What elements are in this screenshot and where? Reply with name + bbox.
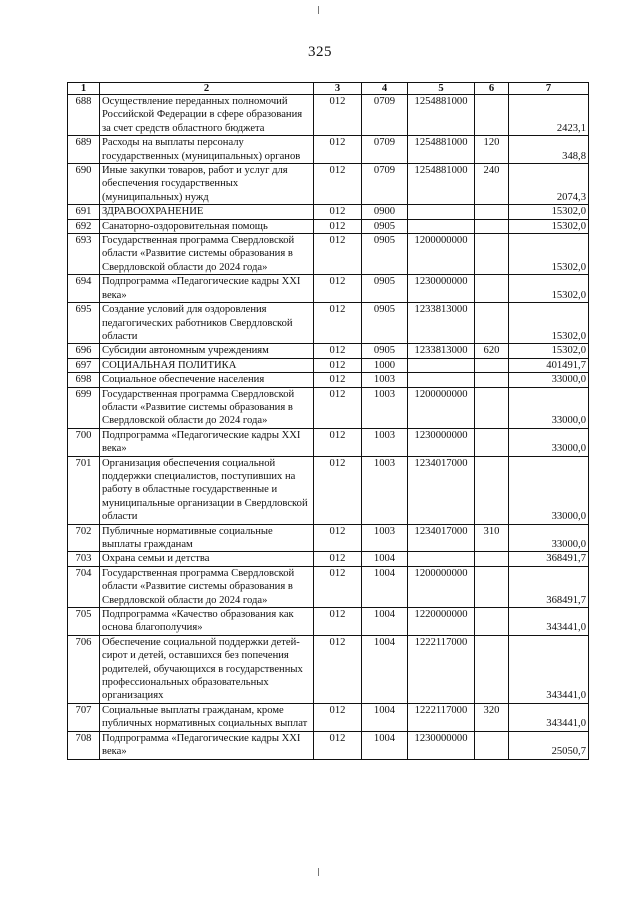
row-number: 702 <box>68 524 100 552</box>
row-section-code: 1004 <box>362 552 408 566</box>
row-ministry-code: 012 <box>314 373 362 387</box>
row-amount: 33000,0 <box>509 373 589 387</box>
row-target-code: 1234017000 <box>408 456 475 524</box>
table-row <box>68 358 589 372</box>
row-name: Подпрограмма «Педагогические кадры XXI века» <box>100 731 314 759</box>
row-ministry-code: 012 <box>314 387 362 428</box>
row-expense-type <box>475 387 509 428</box>
scan-mark-bottom <box>318 868 319 876</box>
row-expense-type <box>475 358 509 372</box>
row-number: 708 <box>68 731 100 759</box>
row-number: 699 <box>68 387 100 428</box>
row-ministry-code: 012 <box>314 275 362 303</box>
row-name: Осуществление переданных полномочий Российской Федерации в сфере образования за счет средств областного бюджета <box>100 95 314 136</box>
row-amount: 343441,0 <box>509 703 589 731</box>
row-ministry-code: 012 <box>314 703 362 731</box>
row-ministry-code: 012 <box>314 608 362 636</box>
page-number: 325 <box>308 44 332 60</box>
row-name: Обеспечение социальной поддержки детей-сирот и детей, оставшихся без попечения родителей, обучающихся в государственных профессиональных образовательных организациях <box>100 635 314 703</box>
row-number: 707 <box>68 703 100 731</box>
row-expense-type <box>475 219 509 233</box>
row-name: СОЦИАЛЬНАЯ ПОЛИТИКА <box>100 358 314 372</box>
row-section-code: 1003 <box>362 428 408 456</box>
row-ministry-code: 012 <box>314 552 362 566</box>
row-amount: 33000,0 <box>509 428 589 456</box>
row-name: Социальные выплаты гражданам, кроме публичных нормативных социальных выплат <box>100 703 314 731</box>
row-target-code <box>408 219 475 233</box>
row-section-code: 0905 <box>362 234 408 275</box>
row-amount: 25050,7 <box>509 731 589 759</box>
header-cell-5: 5 <box>408 83 475 95</box>
row-section-code: 1000 <box>362 358 408 372</box>
row-section-code: 0905 <box>362 275 408 303</box>
row-expense-type: 310 <box>475 524 509 552</box>
row-amount: 368491,7 <box>509 552 589 566</box>
row-amount: 15302,0 <box>509 344 589 358</box>
scan-mark-top <box>318 6 319 14</box>
row-section-code: 0709 <box>362 136 408 164</box>
row-amount: 15302,0 <box>509 275 589 303</box>
table-row <box>68 566 589 607</box>
row-number: 694 <box>68 275 100 303</box>
row-expense-type <box>475 731 509 759</box>
table-row <box>68 275 589 303</box>
row-expense-type: 320 <box>475 703 509 731</box>
row-name: Подпрограмма «Качество образования как основа благополучия» <box>100 608 314 636</box>
row-section-code: 1004 <box>362 703 408 731</box>
row-expense-type: 620 <box>475 344 509 358</box>
table-row <box>68 524 589 552</box>
row-number: 690 <box>68 164 100 205</box>
row-amount: 33000,0 <box>509 456 589 524</box>
row-target-code: 1233813000 <box>408 344 475 358</box>
row-name: Организация обеспечения социальной поддержки специалистов, поступивших на работу в областные государственные и муниципальные организации в Свердловской области <box>100 456 314 524</box>
row-expense-type: 120 <box>475 136 509 164</box>
row-ministry-code: 012 <box>314 95 362 136</box>
header-cell-3: 3 <box>314 83 362 95</box>
row-ministry-code: 012 <box>314 358 362 372</box>
row-ministry-code: 012 <box>314 205 362 219</box>
row-target-code: 1222117000 <box>408 703 475 731</box>
row-target-code: 1222117000 <box>408 635 475 703</box>
row-name: Государственная программа Свердловской области «Развитие системы образования в Свердловской области до 2024 года» <box>100 387 314 428</box>
row-expense-type <box>475 552 509 566</box>
row-amount: 15302,0 <box>509 303 589 344</box>
header-cell-2: 2 <box>100 83 314 95</box>
row-expense-type <box>475 303 509 344</box>
row-ministry-code: 012 <box>314 635 362 703</box>
row-amount: 2074,3 <box>509 164 589 205</box>
row-ministry-code: 012 <box>314 219 362 233</box>
row-expense-type <box>475 205 509 219</box>
row-section-code: 0905 <box>362 303 408 344</box>
row-section-code: 1004 <box>362 608 408 636</box>
row-target-code: 1254881000 <box>408 95 475 136</box>
row-amount: 368491,7 <box>509 566 589 607</box>
row-expense-type <box>475 373 509 387</box>
row-number: 703 <box>68 552 100 566</box>
row-target-code <box>408 373 475 387</box>
row-name: Подпрограмма «Педагогические кадры XXI века» <box>100 428 314 456</box>
table-row <box>68 703 589 731</box>
table-row <box>68 234 589 275</box>
row-section-code: 1003 <box>362 524 408 552</box>
table-row <box>68 373 589 387</box>
row-ministry-code: 012 <box>314 344 362 358</box>
row-target-code: 1234017000 <box>408 524 475 552</box>
row-number: 705 <box>68 608 100 636</box>
row-expense-type <box>475 608 509 636</box>
row-amount: 343441,0 <box>509 635 589 703</box>
row-ministry-code: 012 <box>314 303 362 344</box>
row-expense-type <box>475 635 509 703</box>
header-cell-6: 6 <box>475 83 509 95</box>
row-section-code: 0709 <box>362 95 408 136</box>
row-amount: 2423,1 <box>509 95 589 136</box>
row-amount: 15302,0 <box>509 205 589 219</box>
row-expense-type <box>475 234 509 275</box>
row-expense-type <box>475 456 509 524</box>
row-name: Санаторно-оздоровительная помощь <box>100 219 314 233</box>
table-row <box>68 552 589 566</box>
row-target-code <box>408 358 475 372</box>
row-section-code: 1004 <box>362 731 408 759</box>
table-body <box>68 95 589 760</box>
row-number: 695 <box>68 303 100 344</box>
row-target-code: 1254881000 <box>408 136 475 164</box>
row-amount: 348,8 <box>509 136 589 164</box>
row-expense-type <box>475 275 509 303</box>
row-amount: 33000,0 <box>509 524 589 552</box>
row-expense-type <box>475 428 509 456</box>
row-amount: 343441,0 <box>509 608 589 636</box>
row-name: Государственная программа Свердловской области «Развитие системы образования в Свердловской области до 2024 года» <box>100 234 314 275</box>
row-section-code: 0900 <box>362 205 408 219</box>
row-name: Субсидии автономным учреждениям <box>100 344 314 358</box>
row-name: Расходы на выплаты персоналу государственных (муниципальных) органов <box>100 136 314 164</box>
row-name: Государственная программа Свердловской области «Развитие системы образования в Свердловской области до 2024 года» <box>100 566 314 607</box>
row-target-code: 1200000000 <box>408 234 475 275</box>
row-target-code: 1230000000 <box>408 275 475 303</box>
table-row <box>68 164 589 205</box>
row-ministry-code: 012 <box>314 136 362 164</box>
row-name: Социальное обеспечение населения <box>100 373 314 387</box>
table-row <box>68 303 589 344</box>
budget-table <box>67 82 589 760</box>
table-row <box>68 136 589 164</box>
row-target-code: 1233813000 <box>408 303 475 344</box>
row-amount: 401491,7 <box>509 358 589 372</box>
table-row <box>68 387 589 428</box>
table-row <box>68 95 589 136</box>
table-header-row <box>68 83 589 95</box>
row-name: Создание условий для оздоровления педагогических работников Свердловской области <box>100 303 314 344</box>
row-amount: 15302,0 <box>509 219 589 233</box>
header-cell-1: 1 <box>68 83 100 95</box>
row-target-code: 1230000000 <box>408 428 475 456</box>
row-name: Публичные нормативные социальные выплаты гражданам <box>100 524 314 552</box>
row-number: 693 <box>68 234 100 275</box>
row-number: 696 <box>68 344 100 358</box>
row-expense-type <box>475 566 509 607</box>
table-row <box>68 205 589 219</box>
row-expense-type <box>475 95 509 136</box>
row-section-code: 1004 <box>362 566 408 607</box>
row-section-code: 0905 <box>362 219 408 233</box>
header-cell-7: 7 <box>509 83 589 95</box>
table-row <box>68 731 589 759</box>
row-target-code: 1200000000 <box>408 566 475 607</box>
header-cell-4: 4 <box>362 83 408 95</box>
row-name: Иные закупки товаров, работ и услуг для обеспечения государственных (муниципальных) нужд <box>100 164 314 205</box>
row-name: ЗДРАВООХРАНЕНИЕ <box>100 205 314 219</box>
row-ministry-code: 012 <box>314 731 362 759</box>
row-amount: 33000,0 <box>509 387 589 428</box>
row-ministry-code: 012 <box>314 164 362 205</box>
row-number: 689 <box>68 136 100 164</box>
row-section-code: 0709 <box>362 164 408 205</box>
row-number: 688 <box>68 95 100 136</box>
row-target-code: 1200000000 <box>408 387 475 428</box>
row-number: 691 <box>68 205 100 219</box>
row-ministry-code: 012 <box>314 428 362 456</box>
table-row <box>68 344 589 358</box>
row-number: 692 <box>68 219 100 233</box>
table-row <box>68 219 589 233</box>
row-section-code: 1004 <box>362 635 408 703</box>
row-ministry-code: 012 <box>314 456 362 524</box>
row-target-code <box>408 205 475 219</box>
row-number: 697 <box>68 358 100 372</box>
row-number: 701 <box>68 456 100 524</box>
row-name: Подпрограмма «Педагогические кадры XXI века» <box>100 275 314 303</box>
row-section-code: 1003 <box>362 456 408 524</box>
row-section-code: 0905 <box>362 344 408 358</box>
row-section-code: 1003 <box>362 387 408 428</box>
row-number: 706 <box>68 635 100 703</box>
row-amount: 15302,0 <box>509 234 589 275</box>
row-target-code: 1254881000 <box>408 164 475 205</box>
row-number: 698 <box>68 373 100 387</box>
row-target-code: 1230000000 <box>408 731 475 759</box>
row-target-code <box>408 552 475 566</box>
row-number: 704 <box>68 566 100 607</box>
row-number: 700 <box>68 428 100 456</box>
table-row <box>68 635 589 703</box>
row-ministry-code: 012 <box>314 524 362 552</box>
row-target-code: 1220000000 <box>408 608 475 636</box>
row-expense-type: 240 <box>475 164 509 205</box>
row-name: Охрана семьи и детства <box>100 552 314 566</box>
row-ministry-code: 012 <box>314 566 362 607</box>
table-row <box>68 608 589 636</box>
row-section-code: 1003 <box>362 373 408 387</box>
row-ministry-code: 012 <box>314 234 362 275</box>
table-row <box>68 428 589 456</box>
table-row <box>68 456 589 524</box>
